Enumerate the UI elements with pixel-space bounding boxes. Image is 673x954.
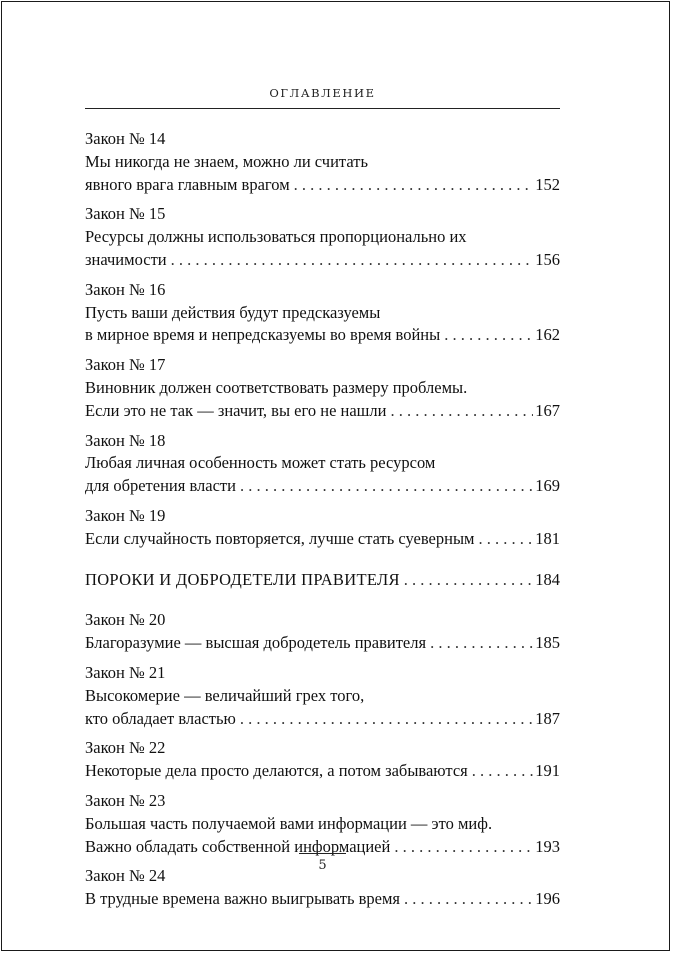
entry-title-line: Если это не так — значит, вы его не нашли	[85, 400, 387, 420]
toc-entry	[85, 662, 560, 730]
entry-last-line	[85, 528, 560, 551]
entry-title-line: Если случайность повторяется, лучше стать суеверным	[85, 528, 475, 548]
entry-last-line	[85, 475, 560, 498]
entry-law-number: Закон № 24	[85, 866, 166, 886]
entry-page-number: 185	[535, 633, 560, 653]
dot-leader	[404, 569, 533, 592]
entry-law-number: Закон № 17	[85, 355, 166, 375]
entry-law-number: Закон № 18	[85, 430, 166, 450]
dot-leader	[390, 400, 533, 423]
entry-law-number: Закон № 20	[85, 610, 166, 630]
entry-page-number: 181	[535, 528, 560, 548]
entry-law-number: Закон № 16	[85, 279, 166, 299]
entry-last-line	[85, 249, 560, 272]
entry-title-line: Важно обладать собственной информацией	[85, 836, 391, 856]
entry-title-line: явного врага главным врагом	[85, 174, 290, 194]
entry-page-number: 162	[535, 325, 560, 345]
dot-leader	[240, 475, 533, 498]
entry-title-line: Высокомерие — величайший грех того,	[85, 685, 365, 705]
entry-title-line: в мирное время и непредсказуемы во время войны	[85, 325, 441, 345]
entry-title-line: значимости	[85, 249, 167, 269]
toc-entry	[85, 737, 560, 783]
toc-entry	[85, 354, 560, 422]
section-line	[85, 569, 560, 592]
section-page-number: 184	[535, 569, 560, 589]
entry-page-number: 152	[535, 174, 560, 194]
entry-law-number: Закон № 22	[85, 738, 166, 758]
entry-law-number: Закон № 23	[85, 790, 166, 810]
dot-leader	[478, 528, 533, 551]
entry-last-line	[85, 632, 560, 655]
table-of-contents	[85, 128, 560, 918]
dot-leader	[240, 708, 533, 731]
toc-entry	[85, 203, 560, 271]
entry-title-line: кто обладает властью	[85, 708, 236, 728]
entry-title-line: Большая часть получаемой вами информации — это миф.	[85, 813, 493, 833]
toc-entry	[85, 505, 560, 551]
entry-last-line	[85, 836, 560, 859]
entry-last-line	[85, 400, 560, 423]
entry-title-line: Виновник должен соответствовать размеру проблемы.	[85, 377, 468, 397]
entry-page-number: 169	[535, 476, 560, 496]
dot-leader	[394, 836, 533, 859]
entry-last-line	[85, 760, 560, 783]
entry-law-number: Закон № 21	[85, 662, 166, 682]
entry-page-number: 191	[535, 761, 560, 781]
entry-title-line: Ресурсы должны использоваться пропорционально их	[85, 227, 467, 247]
entry-page-number: 187	[535, 708, 560, 728]
entry-page-number: 193	[535, 836, 560, 856]
toc-entry	[85, 128, 560, 196]
entry-law-number: Закон № 19	[85, 505, 166, 525]
book-page	[1, 1, 670, 951]
entry-last-line	[85, 708, 560, 731]
toc-entry	[85, 279, 560, 347]
entry-last-line	[85, 174, 560, 197]
entry-title-line: Любая личная особенность может стать ресурсом	[85, 453, 436, 473]
page-number: 5	[318, 858, 327, 873]
dot-leader	[171, 249, 534, 272]
entry-title-line: В трудные времена важно выигрывать время	[85, 889, 400, 909]
toc-entry	[85, 609, 560, 655]
section-title: ПОРОКИ И ДОБРОДЕТЕЛИ ПРАВИТЕЛЯ	[85, 569, 400, 589]
dot-leader	[404, 888, 533, 911]
entry-last-line	[85, 888, 560, 911]
entry-title-line: Благоразумие — высшая добродетель правителя	[85, 633, 427, 653]
footer-rule	[299, 853, 346, 854]
toc-entry	[85, 790, 560, 858]
entry-title-line: Некоторые дела просто делаются, а потом забываются	[85, 761, 468, 781]
dot-leader	[444, 324, 533, 347]
entry-last-line	[85, 324, 560, 347]
entry-page-number: 167	[535, 400, 560, 420]
toc-entry	[85, 430, 560, 498]
dot-leader	[430, 632, 533, 655]
entry-title-line: Мы никогда не знаем, можно ли считать	[85, 151, 368, 171]
entry-page-number: 196	[535, 889, 560, 909]
entry-law-number: Закон № 14	[85, 129, 166, 148]
dot-leader	[294, 174, 534, 197]
dot-leader	[472, 760, 534, 783]
running-header: ОГЛАВЛЕНИЕ	[269, 86, 376, 100]
header-rule	[85, 108, 560, 109]
entry-page-number: 156	[535, 249, 560, 269]
entry-law-number: Закон № 15	[85, 204, 166, 224]
toc-section	[85, 569, 560, 592]
entry-title-line: Пусть ваши действия будут предсказуемы	[85, 302, 381, 322]
entry-title-line: для обретения власти	[85, 476, 236, 496]
